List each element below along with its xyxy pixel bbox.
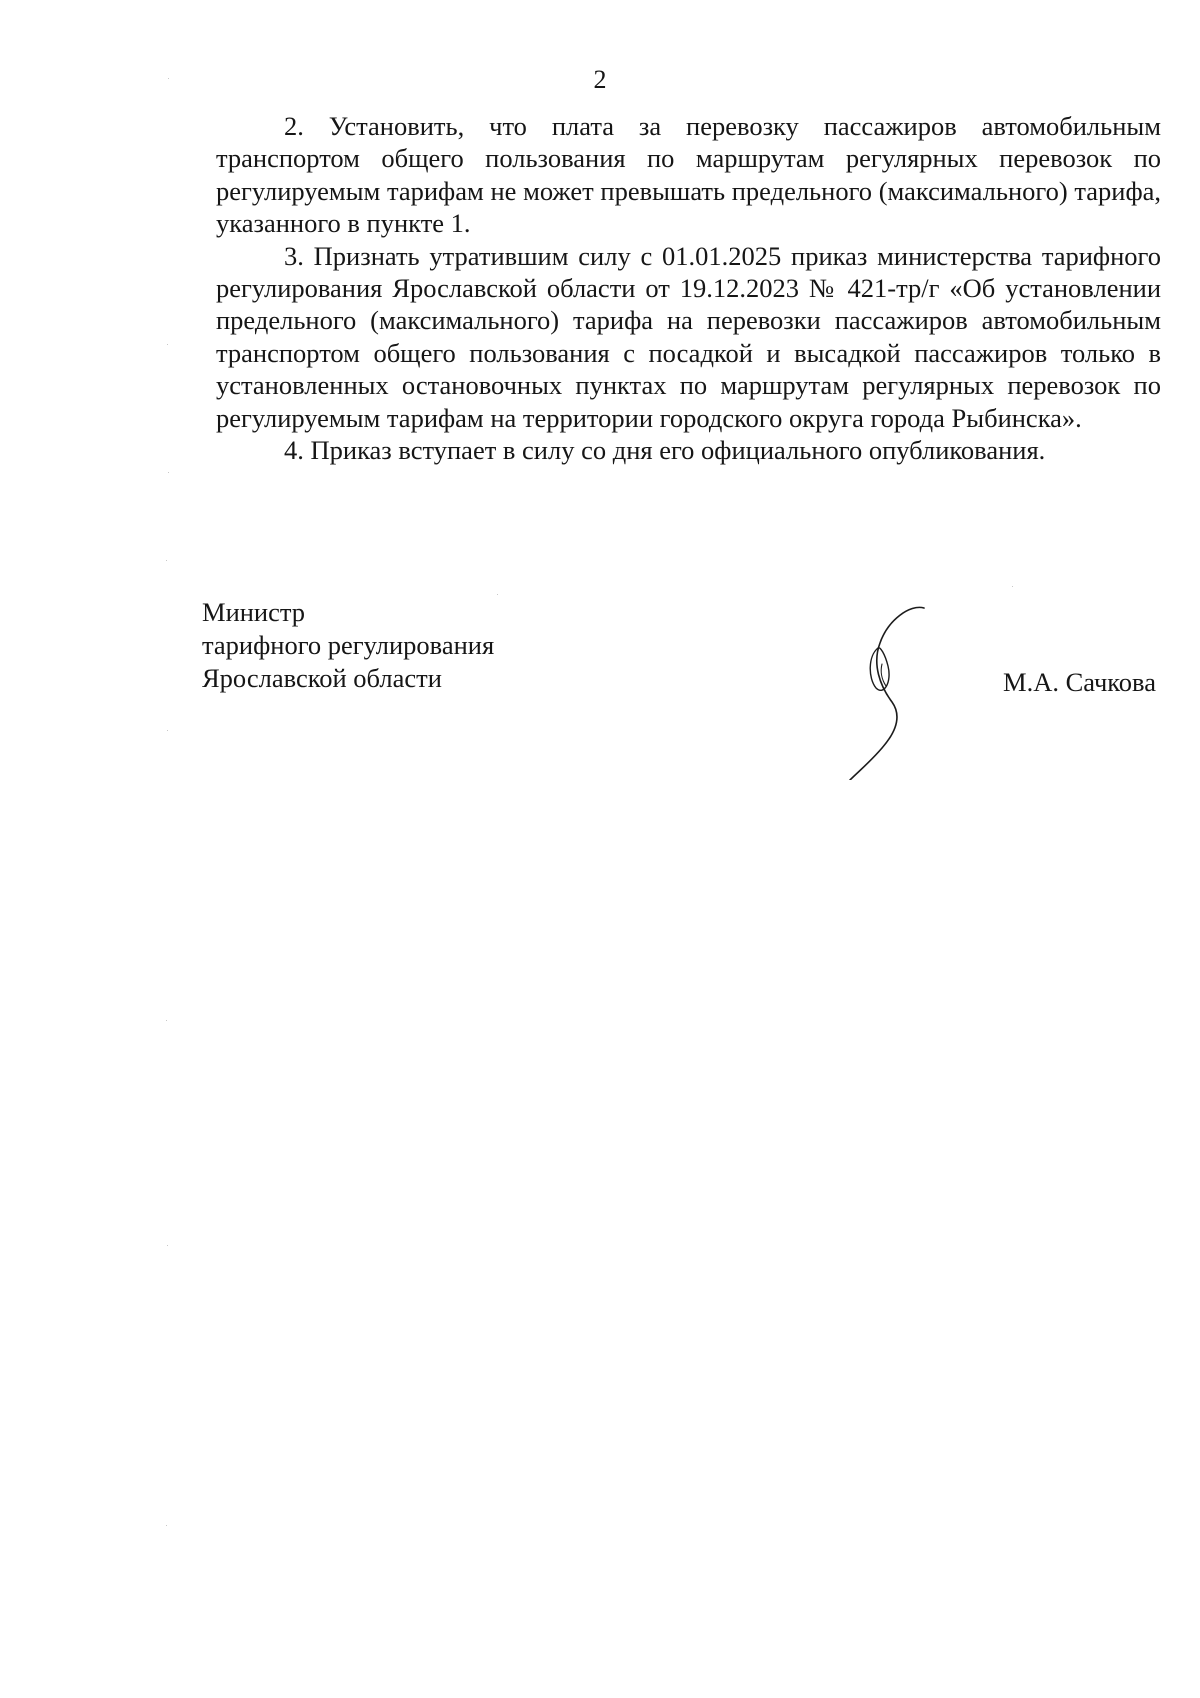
page-number: 2 [593,65,607,94]
scan-speck [497,594,498,595]
paragraph-3: 3. Признать утратившим силу с 01.01.2025 приказ министерства тарифного регулирования Ярославской области от 19.12.2023 № 421-тр/г «Об установлении предельного (максимального) тарифа на перевозки пассажиров автомобильным транспортом общего пользования с посадкой и высадкой пассажиров только в установленных остановочных пунктах по маршрутам регулярных перевозок по регулируемым тарифам на территории городского округа города Рыбинска». [216,240,1161,433]
scan-speck [168,472,169,473]
paragraph-2: 2. Установить, что плата за перевозку пассажиров автомобильным транспортом общего пользования по маршрутам регулярных перевозок по регулируемым тарифам не может превышать предельного (максимального) тарифа, указанного в пункте 1. [216,111,1161,239]
position-line-3: Ярославской области [202,663,442,693]
scan-speck [166,1525,167,1526]
signatory-position [202,596,494,695]
signatory-name: М.А. Сачкова [1003,667,1156,697]
position-line-1: Министр [202,597,306,627]
paragraph-4: 4. Приказ вступает в силу со дня его официального опубликования. [284,435,1046,466]
scan-speck [166,1020,167,1021]
scan-speck [166,560,167,561]
scan-speck [167,730,168,731]
document-body [216,110,1161,466]
position-line-2: тарифного регулирования [202,630,495,660]
scan-speck [167,344,168,345]
handwritten-signature [830,598,940,780]
scan-speck [1012,586,1013,587]
scan-speck [168,78,169,79]
scan-speck [167,1245,168,1246]
